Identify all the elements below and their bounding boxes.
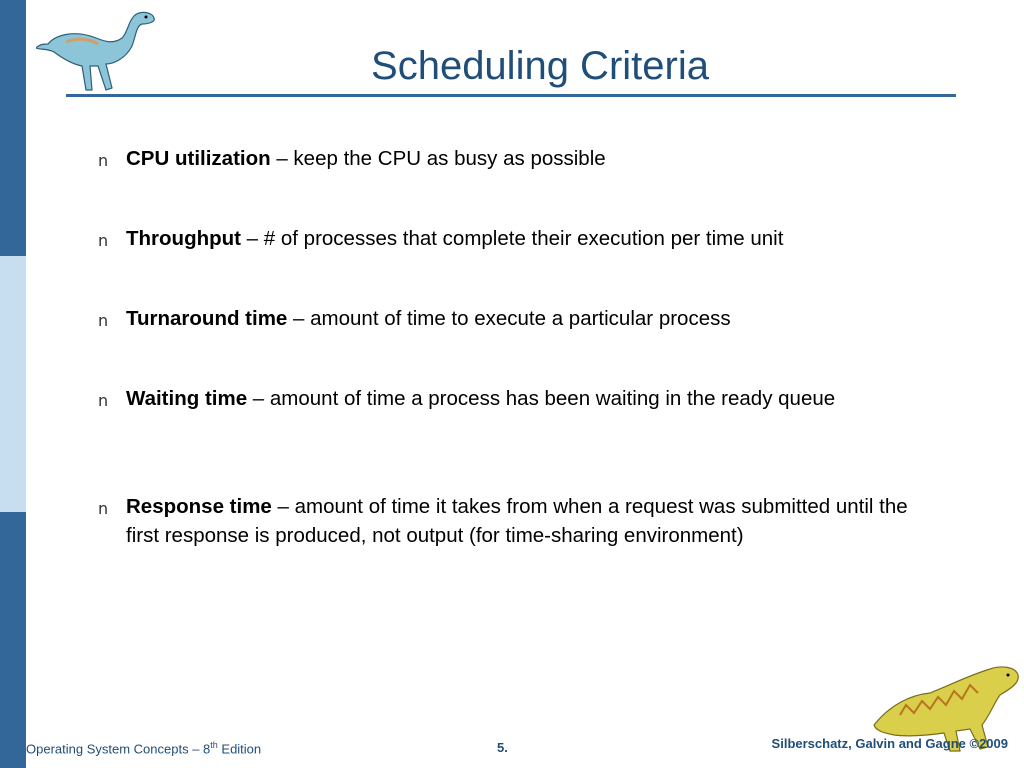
bullet-term: Turnaround time xyxy=(126,307,288,330)
bullet-text: – amount of time to execute a particular process xyxy=(287,307,731,330)
dinosaur-icon xyxy=(36,4,158,94)
footer-book-sup: th xyxy=(210,740,218,750)
bullet-marker: n xyxy=(98,231,109,250)
sidebar-segment-top xyxy=(0,0,26,256)
footer-authors: Silberschatz, Galvin and Gagne ©2009 xyxy=(771,736,1008,751)
bullet-marker: n xyxy=(98,151,109,170)
bullet-content xyxy=(126,144,926,173)
bullet-text: – amount of time it takes from when a request was submitted until the first response is produced, not output (for time-sharing environment) xyxy=(126,495,908,547)
bullet-marker: n xyxy=(98,391,109,410)
bullet-marker: n xyxy=(98,499,109,518)
footer-book-suffix: Edition xyxy=(217,741,262,757)
bullet-content xyxy=(126,492,916,550)
bullet-text: – amount of time a process has been waiting in the ready queue xyxy=(247,387,836,410)
bullet-term: Response time xyxy=(126,495,272,518)
bullet-content xyxy=(126,224,926,253)
bullet-content xyxy=(126,304,926,333)
bullet-marker: n xyxy=(98,311,109,330)
bullet-term: Throughput xyxy=(126,227,241,250)
sidebar-segment-middle xyxy=(0,256,26,512)
sidebar-segment-bottom xyxy=(0,512,26,768)
footer-book-prefix: Operating System Concepts – 8 xyxy=(26,741,211,757)
footer-book-title xyxy=(26,740,261,756)
bullet-content xyxy=(126,384,896,413)
footer-page-number: 5. xyxy=(497,740,508,755)
left-sidebar xyxy=(0,0,26,768)
bullet-text: – # of processes that complete their execution per time unit xyxy=(240,227,784,250)
title-underline xyxy=(66,94,956,97)
bullet-term: CPU utilization xyxy=(126,147,271,170)
bullet-term: Waiting time xyxy=(126,387,248,410)
slide-title: Scheduling Criteria xyxy=(371,44,709,88)
bullet-text: – keep the CPU as busy as possible xyxy=(270,147,606,170)
